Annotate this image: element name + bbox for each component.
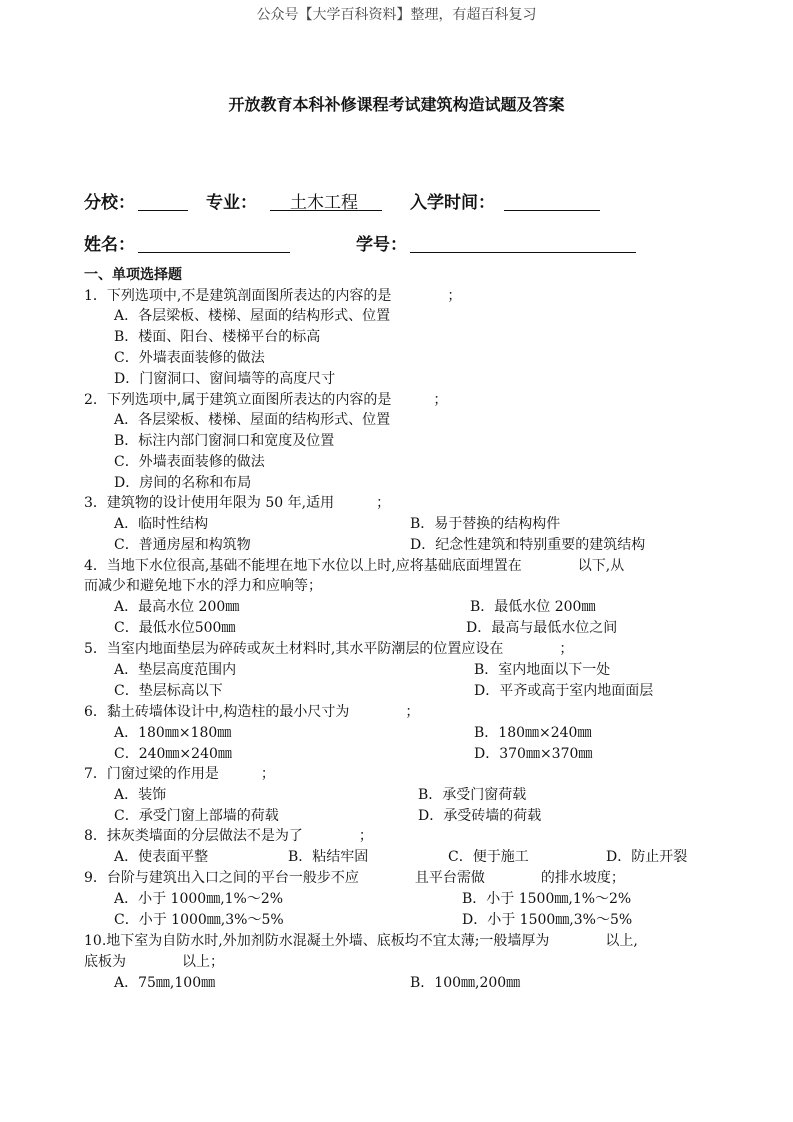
question-3: 3．建筑物的设计使用年限为 50 年,适用 ； <box>84 495 391 511</box>
question-10-line-2: 底板为 以上； <box>84 954 224 970</box>
question-4-line-2: 而减少和避免地下水的浮力和应响等； <box>84 578 322 594</box>
q8-option-c[interactable]: C．便于施工 <box>448 849 529 865</box>
q5-option-d[interactable]: D．平齐或高于室内地面面层 <box>474 683 654 699</box>
q5-option-c[interactable]: C．垫层标高以下 <box>114 683 223 699</box>
q8-option-d[interactable]: D．防止开裂 <box>606 849 688 865</box>
q4-option-b[interactable]: B．最低水位 200㎜ <box>470 599 596 615</box>
q7-option-a[interactable]: A．装饰 <box>114 787 167 803</box>
q10-option-a[interactable]: A．75㎜,100㎜ <box>114 975 216 991</box>
q4-option-d[interactable]: D．最高与最低水位之间 <box>466 620 618 636</box>
q1-option-a[interactable]: A．各层梁板、楼梯、屋面的结构形式、位置 <box>114 308 391 324</box>
question-7: 7．门窗过梁的作用是 ； <box>84 766 275 782</box>
question-8: 8．抹灰类墙面的分层做法不是为了 ； <box>84 828 373 844</box>
page-title: 开放教育本科补修课程考试建筑构造试题及答案 <box>228 95 565 114</box>
q6-option-d[interactable]: D．370㎜×370㎜ <box>474 746 593 762</box>
name-label: 姓名： <box>84 235 135 255</box>
major-label: 专业： <box>206 193 257 213</box>
name-field[interactable] <box>138 252 290 253</box>
q2-option-b[interactable]: B．标注内部门窗洞口和宽度及位置 <box>114 433 335 449</box>
q7-option-d[interactable]: D．承受砖墙的荷载 <box>418 808 542 824</box>
question-1: 1．下列选项中,不是建筑剖面图所表达的内容的是 ； <box>84 288 462 304</box>
question-10-line-1: 10.地下室为自防水时,外加剂防水混凝土外墙、底板均不宜太薄;一般墙厚为 以上, <box>84 933 638 949</box>
major-value[interactable]: 土木工程 <box>290 193 358 213</box>
q3-option-b[interactable]: B．易于替换的结构构件 <box>410 516 561 532</box>
enroll-label: 入学时间： <box>410 193 495 213</box>
branch-field[interactable] <box>138 210 188 211</box>
q6-option-b[interactable]: B．180㎜×240㎜ <box>474 725 592 741</box>
q5-option-b[interactable]: B．室内地面以下一处 <box>474 662 611 678</box>
watermark-header: 公众号【大学百科资料】整理，有超百科复习 <box>256 7 537 23</box>
q3-option-c[interactable]: C．普通房屋和构筑物 <box>114 537 251 553</box>
q9-option-c[interactable]: C．小于 1000㎜,3%～5% <box>114 912 284 928</box>
q7-option-c[interactable]: C．承受门窗上部墙的荷载 <box>114 808 279 824</box>
q3-option-a[interactable]: A．临时性结构 <box>114 516 209 532</box>
question-6: 6．黏土砖墙体设计中,构造柱的最小尺寸为 ； <box>84 704 420 720</box>
q6-option-c[interactable]: C．240㎜×240㎜ <box>114 746 232 762</box>
q8-option-a[interactable]: A．使表面平整 <box>114 849 209 865</box>
q2-option-c[interactable]: C．外墙表面装修的做法 <box>114 454 265 470</box>
question-5: 5．当室内地面垫层为碎砖或灰土材料时,其水平防潮层的位置应设在 ； <box>84 641 574 657</box>
q5-option-a[interactable]: A．垫层高度范围内 <box>114 662 237 678</box>
q6-option-a[interactable]: A．180㎜×180㎜ <box>114 725 232 741</box>
q2-option-a[interactable]: A．各层梁板、楼梯、屋面的结构形式、位置 <box>114 412 391 428</box>
id-field[interactable] <box>410 252 636 253</box>
question-2: 2．下列选项中,属于建筑立面图所表达的内容的是 ； <box>84 392 448 408</box>
q1-option-d[interactable]: D．门窗洞口、窗间墙等的高度尺寸 <box>114 371 336 387</box>
q4-option-c[interactable]: C．最低水位500㎜ <box>114 620 236 636</box>
branch-label: 分校： <box>84 193 135 213</box>
info-row-branch <box>84 188 644 214</box>
q9-option-a[interactable]: A．小于 1000㎜,1%～2% <box>114 891 284 907</box>
q1-option-b[interactable]: B．楼面、阳台、楼梯平台的标高 <box>114 329 321 345</box>
q10-option-b[interactable]: B．100㎜,200㎜ <box>410 975 521 991</box>
q2-option-d[interactable]: D．房间的名称和布局 <box>114 475 252 491</box>
question-4-line-1: 4．当地下水位很高,基础不能埋在地下水位以上时,应将基础底面埋置在 以下,从 <box>84 558 625 574</box>
enroll-field[interactable] <box>504 210 600 211</box>
q9-option-b[interactable]: B．小于 1500㎜,1%～2% <box>462 891 632 907</box>
q3-option-d[interactable]: D．纪念性建筑和特别重要的建筑结构 <box>410 537 646 553</box>
q8-option-b[interactable]: B．粘结牢固 <box>288 849 369 865</box>
q1-option-c[interactable]: C．外墙表面装修的做法 <box>114 350 265 366</box>
id-label: 学号： <box>356 235 407 255</box>
q9-option-d[interactable]: D．小于 1500㎜,3%～5% <box>462 912 633 928</box>
info-row-name <box>84 230 644 256</box>
section-title: 一、单项选择题 <box>84 267 182 283</box>
q4-option-a[interactable]: A．最高水位 200㎜ <box>114 599 240 615</box>
q7-option-b[interactable]: B．承受门窗荷载 <box>418 787 527 803</box>
question-9: 9．台阶与建筑出入口之间的平台一般步不应 且平台需做 的排水坡度； <box>84 870 625 886</box>
